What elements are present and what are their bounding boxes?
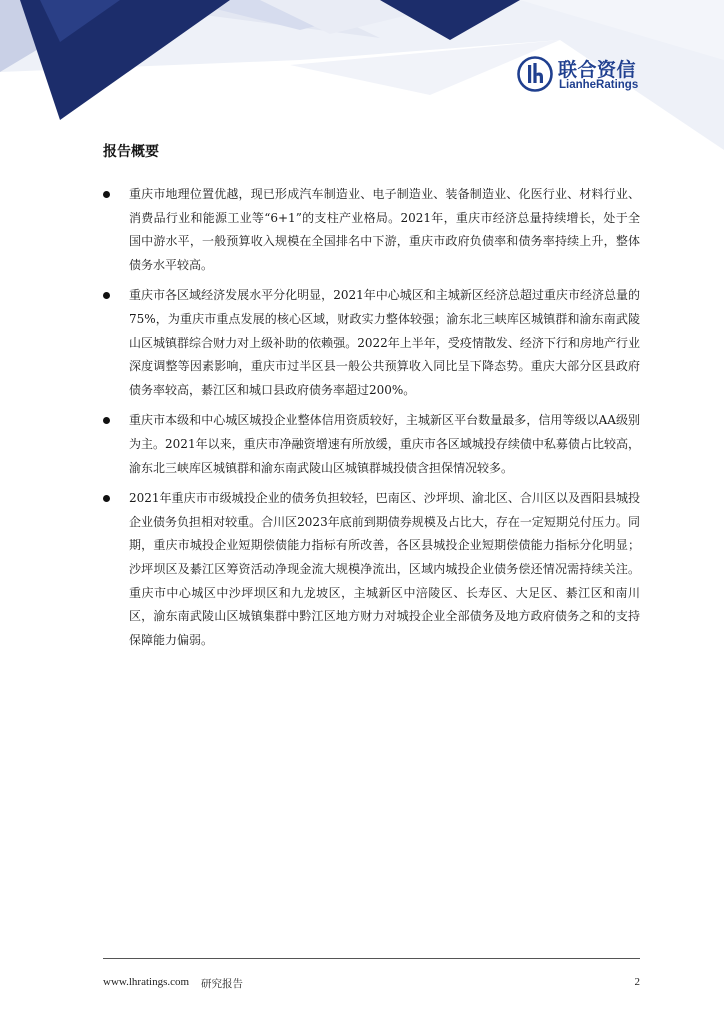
summary-bullet: [103, 183, 640, 277]
section-title: 报告概要: [103, 144, 159, 160]
bullet-dot-icon: [103, 191, 110, 198]
logo-english-name: LianheRatings: [559, 79, 639, 91]
company-logo: [517, 55, 647, 95]
footer-divider: [103, 958, 640, 959]
bullet-text: 重庆市各区域经济发展水平分化明显，2021年中心城区和主城新区经济总超过重庆市经济总量的75%，为重庆市重点发展的核心区域，财政实力整体较强；渝东北三峡库区城镇群和渝东南武陵山区城镇群综合财力对上级补助的依赖强。2022年上半年，受疫情散发、经济下行和房地产行业深度调整等因素影响，重庆市过半区县一般公共预算收入同比呈下降态势。重庆大部分区县政府债务率较高，綦江区和城口县政府债务率超过200%。: [129, 288, 640, 397]
logo-chinese-name: 联合资信: [558, 59, 637, 81]
summary-bullet: [103, 409, 640, 480]
bullet-dot-icon: [103, 495, 110, 502]
bullet-dot-icon: [103, 292, 110, 299]
summary-bullet-list: [103, 183, 640, 659]
bullet-text: 重庆市本级和中心城区城投企业整体信用资质较好，主城新区平台数量最多，信用等级以AA级别为主。2021年以来，重庆市净融资增速有所放缓，重庆市各区域城投存续债中私募债占比较高，渝东北三峡库区城镇群和渝东南武陵山区城镇群城投债含担保情况较多。: [129, 413, 640, 475]
footer-website-link[interactable]: www.lhratings.com: [103, 976, 190, 988]
bullet-text: 重庆市地理位置优越，现已形成汽车制造业、电子制造业、装备制造业、化医行业、材料行业、消费品行业和能源工业等“6+1”的支柱产业格局。2021年，重庆市经济总量持续增长，处于全国中游水平，一般预算收入规模在全国排名中下游，重庆市政府负债率和债务率持续上升，整体债务水平较高。: [129, 187, 640, 272]
lianhe-logo-icon: [517, 56, 553, 92]
bullet-dot-icon: [103, 417, 110, 424]
footer-report-type: 研究报告: [201, 978, 243, 990]
page-number: 2: [634, 976, 640, 988]
summary-bullet: [103, 487, 640, 652]
bullet-text: 2021年重庆市市级城投企业的债务负担较轻，巴南区、沙坪坝、渝北区、合川区以及酉阳县城投企业债务负担相对较重。合川区2023年底前到期债券规模及占比大，存在一定短期兑付压力。同期，重庆市城投企业短期偿债能力指标有所改善，各区县城投企业短期偿债能力指标分化明显；沙坪坝区及綦江区筹资活动净现金流大规模净流出，区域内城投企业债务偿还情况需持续关注。重庆市中心城区中沙坪坝区和九龙坡区，主城新区中涪陵区、长寿区、大足区、綦江区和南川区，渝东南武陵山区城镇集群中黔江区地方财力对城投企业全部债务及地方政府债务之和的支持保障能力偏弱。: [129, 491, 640, 647]
summary-bullet: [103, 284, 640, 402]
